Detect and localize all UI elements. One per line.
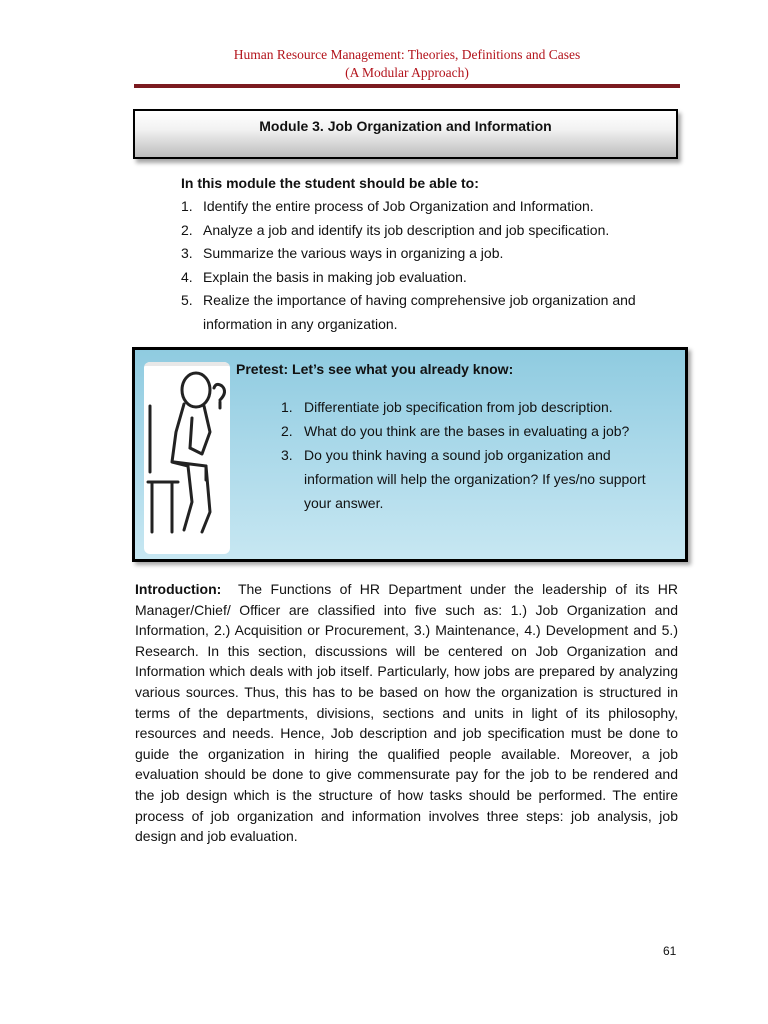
objectives-list [181, 195, 681, 336]
module-title: Module 3. Job Organization and Information [259, 118, 552, 134]
item-number: 5. [181, 292, 193, 308]
list-item [181, 266, 681, 290]
list-item [181, 289, 681, 336]
list-item [281, 443, 661, 515]
running-header [134, 46, 680, 82]
item-number: 2. [181, 221, 193, 238]
module-title-box [133, 109, 678, 159]
item-text: Summarize the various ways in organizing a job. [203, 245, 504, 261]
introduction-paragraph [135, 579, 678, 847]
list-item [181, 195, 681, 219]
pretest-title: Pretest: Let’s see what you already know: [236, 361, 514, 377]
header-title: Human Resource Management: Theories, Definitions and Cases [233, 47, 581, 62]
pretest-box [132, 347, 688, 562]
item-number: 2. [281, 423, 293, 439]
item-text: Analyze a job and identify its job description and job specification. [203, 221, 610, 238]
item-text: Realize the importance of having comprehensive job organization and information in any organization. [203, 292, 636, 332]
list-item [181, 242, 681, 266]
pretest-questions [281, 395, 661, 515]
page-number: 61 [663, 944, 677, 958]
item-number: 1. [181, 198, 193, 214]
list-item [181, 219, 681, 243]
list-item [281, 395, 661, 419]
objectives-heading: In this module the student should be able to: [181, 175, 479, 191]
introduction-label: Introduction: [135, 581, 222, 597]
item-number: 1. [281, 399, 293, 415]
header-divider [134, 84, 680, 88]
item-number: 3. [181, 245, 193, 261]
item-text: Explain the basis in making job evaluation. [203, 268, 467, 285]
item-text: Identify the entire process of Job Organization and Information. [203, 198, 594, 214]
item-number: 4. [181, 268, 193, 285]
item-text: What do you think are the bases in evaluating a job? [304, 423, 630, 439]
introduction-text: The Functions of HR Department under the leadership of its HR Manager/Chief/ Officer are classified into five such as: 1.) Job Organization and Information, 2.) Acquisition or Procurement, 3.) Maintenance, 4.) Development and 5.) Research. In this section, discussions will be centered on Job Organization and Information which deals with job itself. Particularly, how jobs are prepared by analyzing various sources. Thus, this has to be based on how the organization is structured in terms of the departments, divisions, sections and units in light of its philosophy, resources and needs. Hence, Job description and job specification must be done to guide the organization in hiring the qualified people available. Moreover, a job evaluation should be done to give commensurate pay for the job to be rendered and the job design which is the structure of how tasks should be performed. The entire process of job organization and information involves three steps: job analysis, job design and job evaluation. [135, 581, 678, 845]
list-item [281, 419, 661, 443]
item-text: Do you think having a sound job organization and information will help the organization? If yes/no support your answer. [304, 447, 646, 511]
header-subtitle: (A Modular Approach) [345, 65, 469, 80]
item-number: 3. [281, 447, 293, 463]
thinking-person-icon [144, 362, 230, 554]
item-text: Differentiate job specification from job description. [304, 399, 613, 415]
